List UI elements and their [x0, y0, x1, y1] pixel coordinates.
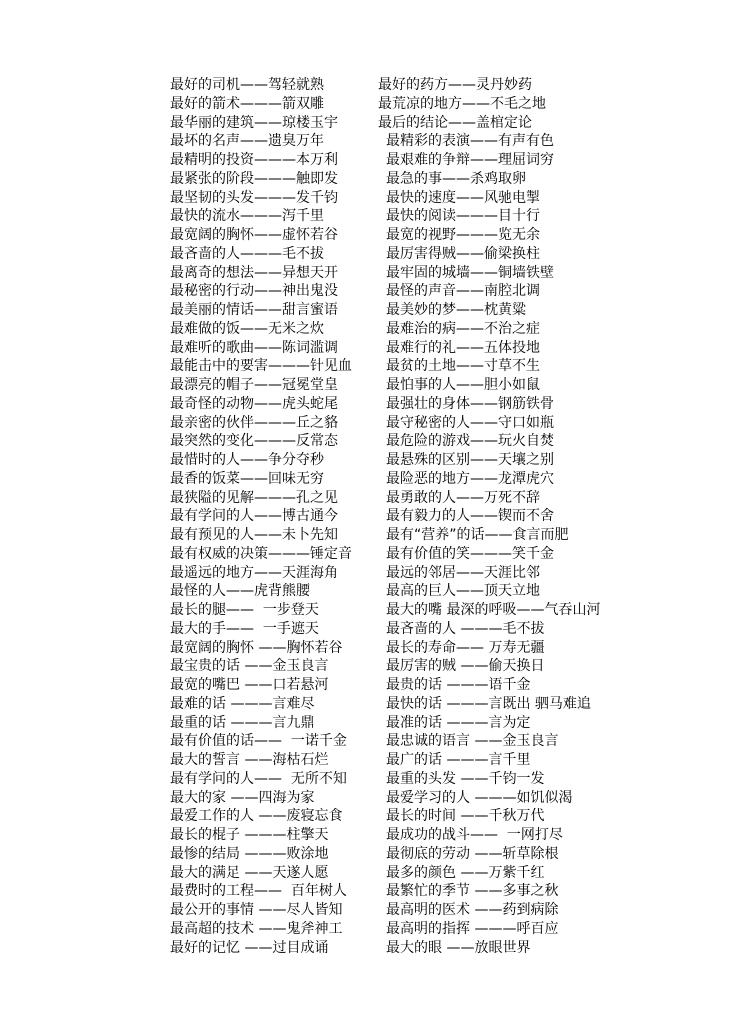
idiom-left: 最美丽的情话——甜言蜜语 — [170, 302, 338, 318]
idiom-left: 最狭隘的见解———孔之见 — [170, 489, 338, 506]
idiom-row — [0, 676, 745, 695]
idiom-left: 最宽的嘴巴 ——口若悬河 — [170, 677, 329, 693]
idiom-left: 最难的话 ———言难尽 — [170, 695, 315, 712]
idiom-right: 最宽的视野———览无余 — [386, 227, 540, 243]
idiom-row — [0, 732, 745, 751]
idiom-row — [0, 245, 745, 264]
idiom-right: 最贫的土地——寸草不生 — [386, 358, 540, 375]
idiom-left: 最漂亮的帽子——冠冕堂皇 — [170, 377, 338, 393]
idiom-left: 最宽阔的胸怀——虚怀若谷 — [170, 227, 338, 243]
idiom-left: 最有价值的话—— 一诺千金 — [170, 733, 347, 750]
idiom-right: 最重的头发 ——千钧一发 — [386, 770, 545, 787]
idiom-right: 最危险的游戏——玩火自焚 — [386, 433, 554, 450]
idiom-row — [0, 132, 745, 151]
idiom-right: 最后的结论——盖棺定论 — [378, 114, 532, 131]
idiom-right: 最高的巨人——顶天立地 — [386, 583, 540, 600]
idiom-left: 最亲密的伙伴———丘之貉 — [170, 414, 338, 431]
idiom-left: 最宽阔的胸怀 ——胸怀若谷 — [170, 639, 343, 656]
idiom-right: 最有价值的笑———笑千金 — [386, 545, 554, 562]
idiom-right: 最高明的指挥 ———呼百应 — [386, 920, 559, 937]
idiom-right: 最险恶的地方——龙潭虎穴 — [386, 470, 554, 487]
idiom-left: 最高超的技术 ——鬼斧神工 — [170, 920, 343, 937]
idiom-row — [0, 882, 745, 901]
idiom-left: 最怪的人——虎背熊腰 — [170, 583, 310, 600]
idiom-left: 最惨的结局 ———败涂地 — [170, 845, 329, 862]
idiom-row — [0, 376, 745, 395]
idiom-row — [0, 901, 745, 920]
idiom-left: 最精明的投资———本万利 — [170, 152, 338, 168]
idiom-left: 最重的话 ———言九鼎 — [170, 714, 315, 731]
idiom-row — [0, 170, 745, 189]
idiom-row — [0, 414, 745, 433]
idiom-right: 最难行的礼——五体投地 — [386, 339, 540, 356]
idiom-row — [0, 301, 745, 320]
idiom-row — [0, 451, 745, 470]
idiom-document — [0, 76, 745, 957]
idiom-left: 最能击中的要害———针见血 — [170, 358, 352, 375]
idiom-left: 最大的满足 ——天遂人愿 — [170, 864, 329, 881]
idiom-left: 最大的手—— 一手遮天 — [170, 620, 319, 637]
idiom-right: 最强壮的身体——钢筋铁骨 — [386, 395, 554, 412]
idiom-row — [0, 714, 745, 733]
idiom-left: 最长的腿—— 一步登天 — [170, 602, 319, 618]
idiom-left: 最遥远的地方——天涯海角 — [170, 564, 338, 581]
idiom-row — [0, 695, 745, 714]
idiom-left: 最长的棍子 ———柱擎天 — [170, 827, 329, 843]
idiom-row — [0, 620, 745, 639]
idiom-left: 最好的司机——驾轻就熟 — [170, 77, 324, 93]
idiom-left: 最惜时的人——争分夺秒 — [170, 452, 324, 468]
idiom-left: 最香的饭菜——回味无穷 — [170, 470, 324, 487]
idiom-right: 最怕事的人——胆小如鼠 — [386, 377, 540, 393]
idiom-row — [0, 526, 745, 545]
idiom-row — [0, 601, 745, 620]
idiom-row — [0, 489, 745, 508]
idiom-left: 最好的箭术———箭双雕 — [170, 95, 324, 112]
idiom-left: 最紧张的阶段———触即发 — [170, 170, 338, 187]
idiom-left: 最好的记忆 ——过目成诵 — [170, 939, 329, 956]
idiom-right: 最吝啬的人 ———毛不拔 — [386, 620, 545, 637]
idiom-right: 最精彩的表演——有声有色 — [386, 133, 554, 150]
idiom-right: 最大的嘴 最深的呼吸——气吞山河 — [386, 602, 601, 618]
idiom-row — [0, 264, 745, 283]
idiom-row — [0, 395, 745, 414]
idiom-row — [0, 320, 745, 339]
idiom-right: 最难治的病——不治之症 — [386, 320, 540, 337]
idiom-left: 最公开的事情 ——尽人皆知 — [170, 902, 343, 918]
idiom-left: 最费时的工程—— 百年树人 — [170, 883, 347, 900]
idiom-row — [0, 114, 745, 133]
idiom-row — [0, 770, 745, 789]
idiom-right: 最高明的医术 ——药到病除 — [386, 902, 559, 918]
idiom-right: 最荒凉的地方——不毛之地 — [378, 95, 546, 112]
idiom-left: 最爱工作的人 ——废寝忘食 — [170, 808, 343, 825]
idiom-right: 最急的事——杀鸡取卵 — [386, 170, 526, 187]
idiom-row — [0, 357, 745, 376]
idiom-row — [0, 582, 745, 601]
idiom-row — [0, 939, 745, 958]
idiom-right: 最准的话 ———言为定 — [386, 714, 531, 731]
idiom-right: 最大的眼 ——放眼世界 — [386, 939, 531, 956]
idiom-right: 最忠诚的语言 ——金玉良言 — [386, 733, 559, 750]
idiom-right: 最守秘密的人——守口如瓶 — [386, 414, 554, 431]
idiom-right: 最快的阅读———目十行 — [386, 208, 540, 225]
idiom-row — [0, 657, 745, 676]
idiom-row — [0, 339, 745, 358]
idiom-right: 最远的邻居——天涯比邻 — [386, 564, 540, 581]
idiom-row — [0, 751, 745, 770]
idiom-right: 最勇敢的人——万死不辞 — [386, 489, 540, 506]
idiom-left: 最坏的名声——遗臭万年 — [170, 133, 324, 150]
idiom-row — [0, 189, 745, 208]
idiom-right: 最好的药方——灵丹妙药 — [378, 77, 532, 93]
idiom-right: 最长的寿命—— 万寿无疆 — [386, 639, 545, 656]
idiom-right: 最怪的声音——南腔北调 — [386, 283, 540, 300]
idiom-right: 最厉害得贼——偷梁换柱 — [386, 245, 540, 262]
idiom-row — [0, 545, 745, 564]
idiom-row — [0, 845, 745, 864]
idiom-right: 最多的颜色 ——万紫千红 — [386, 864, 545, 881]
idiom-row — [0, 920, 745, 939]
idiom-right: 最贵的话 ———语千金 — [386, 677, 531, 693]
idiom-right: 最美妙的梦——枕黄粱 — [386, 302, 526, 318]
idiom-right: 最悬殊的区别——天壤之别 — [386, 452, 554, 468]
idiom-left: 最离奇的想法——异想天开 — [170, 264, 338, 281]
idiom-row — [0, 207, 745, 226]
idiom-row — [0, 789, 745, 808]
idiom-right: 最成功的战斗—— 一网打尽 — [386, 827, 563, 843]
idiom-row — [0, 507, 745, 526]
idiom-right: 最爱学习的人 ———如饥似渴 — [386, 789, 573, 806]
idiom-row — [0, 432, 745, 451]
idiom-left: 最大的家 ——四海为家 — [170, 789, 315, 806]
idiom-row — [0, 282, 745, 301]
idiom-left: 最难听的歌曲——陈词滥调 — [170, 339, 338, 356]
idiom-right: 最繁忙的季节 ——多事之秋 — [386, 883, 559, 900]
idiom-right: 最快的速度——风驰电掣 — [386, 189, 540, 206]
idiom-right: 最长的时间 ——千秋万代 — [386, 808, 545, 825]
idiom-left: 最突然的变化———反常态 — [170, 433, 338, 450]
idiom-row — [0, 151, 745, 170]
idiom-row — [0, 826, 745, 845]
idiom-left: 最有预见的人——未卜先知 — [170, 527, 338, 543]
idiom-right: 最牢固的城墙——铜墙铁壁 — [386, 264, 554, 281]
idiom-left: 最大的誓言 ——海枯石烂 — [170, 752, 329, 768]
idiom-left: 最坚韧的头发———发千钧 — [170, 189, 338, 206]
idiom-left: 最宝贵的话 ——金玉良言 — [170, 658, 329, 675]
idiom-row — [0, 95, 745, 114]
idiom-left: 最有权威的决策———锤定音 — [170, 545, 352, 562]
idiom-left: 最有学问的人——博古通今 — [170, 508, 338, 525]
idiom-row — [0, 864, 745, 883]
idiom-row — [0, 470, 745, 489]
idiom-left: 最吝啬的人———毛不拔 — [170, 245, 324, 262]
idiom-right: 最有毅力的人——锲而不舍 — [386, 508, 554, 525]
idiom-row — [0, 76, 745, 95]
idiom-row — [0, 226, 745, 245]
idiom-right: 最彻底的劳动 ——斩草除根 — [386, 845, 559, 862]
idiom-left: 最难做的饭——无米之炊 — [170, 320, 324, 337]
idiom-right: 最有“营养”的话——食言而肥 — [386, 527, 569, 543]
idiom-right: 最艰难的争辩——理屈词穷 — [386, 152, 554, 168]
idiom-left: 最有学问的人—— 无所不知 — [170, 770, 347, 787]
idiom-row — [0, 639, 745, 658]
idiom-left: 最快的流水———泻千里 — [170, 208, 324, 225]
idiom-left: 最秘密的行动——神出鬼没 — [170, 283, 338, 300]
idiom-right: 最快的话 ———言既出 驷马难追 — [386, 695, 591, 712]
idiom-right: 最厉害的贼 ——偷天换日 — [386, 658, 545, 675]
idiom-row — [0, 807, 745, 826]
idiom-right: 最广的话 ———言千里 — [386, 752, 531, 768]
idiom-row — [0, 564, 745, 583]
idiom-left: 最奇怪的动物——虎头蛇尾 — [170, 395, 338, 412]
idiom-left: 最华丽的建筑——琼楼玉宇 — [170, 114, 338, 131]
